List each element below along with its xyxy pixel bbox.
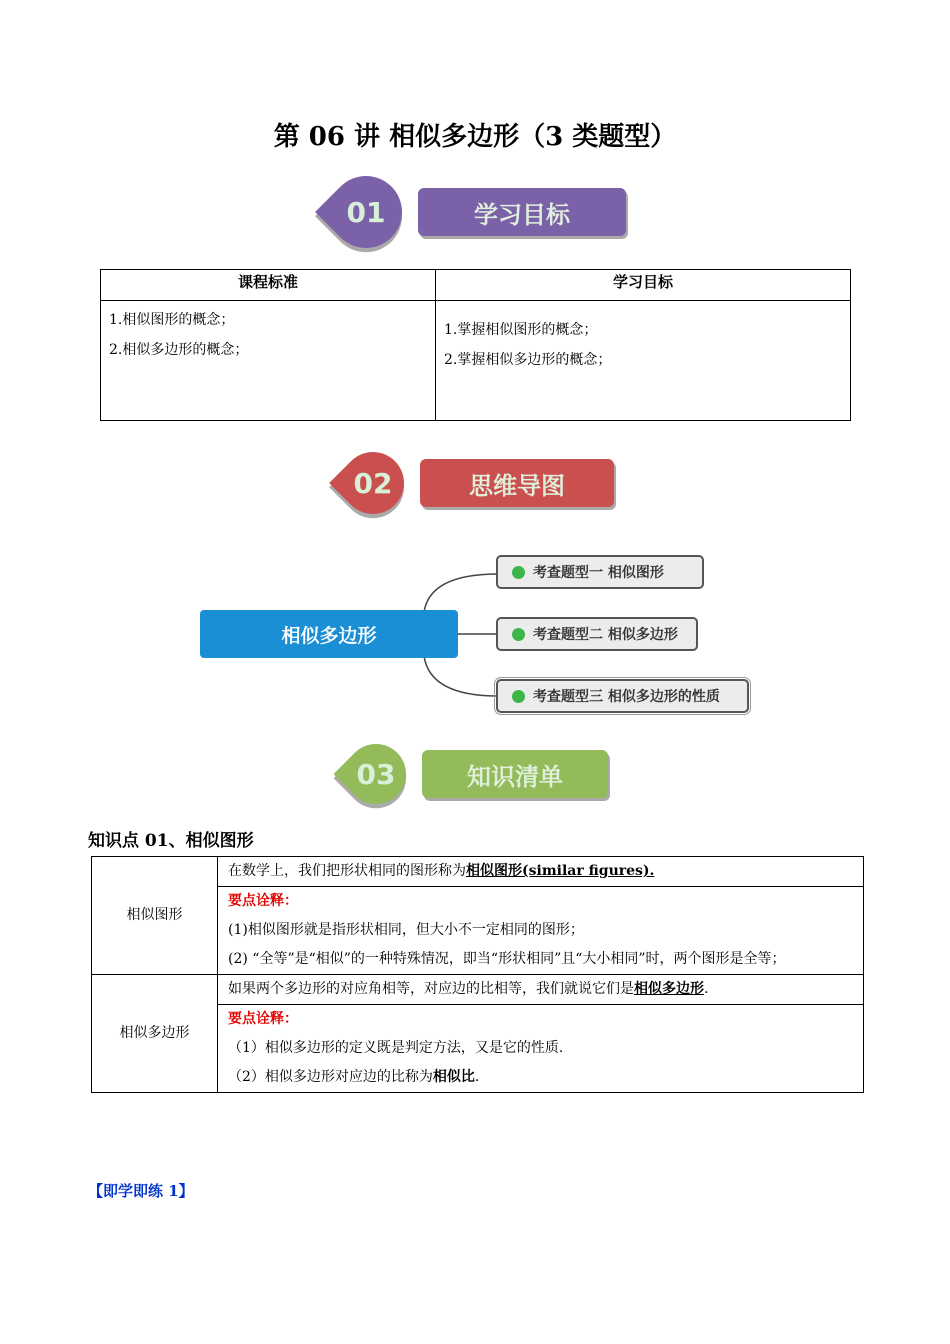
mindmap-node [496, 555, 704, 589]
term: 相似图形(similar figures). [466, 863, 655, 879]
flag-icon [512, 690, 525, 703]
standard-item: 1.相似图形的概念； [109, 312, 235, 328]
note: （1）相似多边形的定义既是判定方法，又是它的性质. [228, 1040, 564, 1056]
knowledge-table [91, 856, 864, 1093]
term: 相似比 [432, 1069, 475, 1085]
header-standards: 课程标准 [101, 270, 436, 301]
node-label: 考查题型三 相似多边形的性质 [533, 689, 720, 705]
note-title: 要点诠释： [228, 1011, 298, 1027]
node-label: 考查题型二 相似多边形 [533, 627, 678, 643]
section-number: 02 [353, 466, 393, 500]
section-badge-01 [330, 176, 626, 248]
note: (2) “全等”是“相似”的一种特殊情况，即当“形状相同”且“大小相同”时，两个图形是全等； [228, 951, 786, 967]
term: 相似多边形 [634, 981, 704, 997]
section-label: 思维导图 [420, 459, 614, 507]
punct: . [474, 1069, 480, 1085]
goals-table [100, 269, 851, 421]
header-objectives: 学习目标 [436, 270, 851, 301]
note: (1)相似图形就是指形状相同，但大小不一定相同的图形； [228, 922, 584, 938]
page-title: 第 06 讲 相似多边形（3 类题型） [273, 122, 677, 152]
knowledge-heading: 知识点 01、相似图形 [88, 831, 254, 851]
punct: . [704, 981, 709, 997]
objective-item: 1.掌握相似图形的概念； [444, 322, 598, 338]
section-number: 01 [346, 195, 386, 229]
section-number: 03 [356, 757, 396, 791]
section-badge-02 [342, 452, 614, 514]
definition: 在数学上，我们把形状相同的图形称为 [228, 863, 466, 879]
flag-icon [512, 628, 525, 641]
definition: 如果两个多边形的对应角相等，对应边的比相等，我们就说它们是 [228, 981, 634, 997]
note: （2）相似多边形对应边的比称为 [228, 1069, 433, 1085]
row-label: 相似图形 [92, 857, 218, 975]
objective-item: 2.掌握相似多边形的概念； [444, 352, 612, 368]
note-title: 要点诠释： [228, 893, 298, 909]
mindmap-root: 相似多边形 [200, 610, 458, 658]
section-label: 学习目标 [418, 188, 626, 236]
node-label: 考查题型一 相似图形 [533, 565, 664, 581]
practice-heading: 【即学即练 1】 [88, 1182, 194, 1200]
mindmap-node [496, 679, 749, 713]
standard-item: 2.相似多边形的概念； [109, 342, 249, 358]
mindmap-node [496, 617, 698, 651]
section-badge-03 [346, 744, 608, 804]
flag-icon [512, 566, 525, 579]
section-label: 知识清单 [422, 750, 608, 798]
row-label: 相似多边形 [92, 975, 218, 1093]
